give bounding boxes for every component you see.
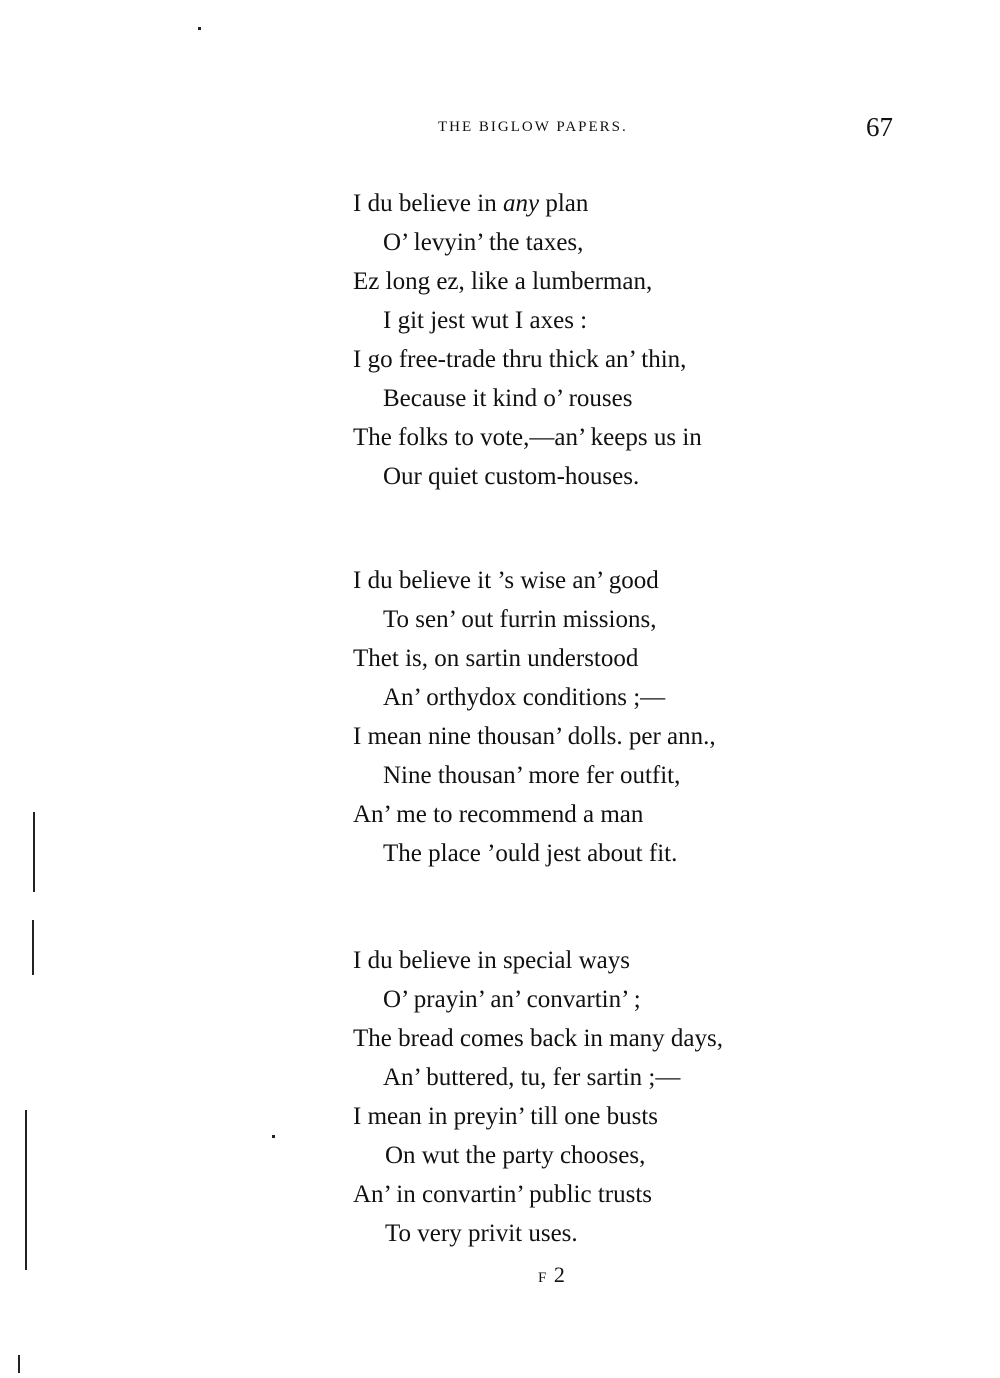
stanza-3 [353, 941, 873, 1253]
verse-line: O’ levyin’ the taxes, [383, 229, 584, 256]
verse-line: I du believe in special ways [353, 947, 630, 974]
verse-line: To sen’ out furrin missions, [383, 606, 657, 633]
signature-letter: F [538, 1270, 548, 1286]
verse-line: The place ’ould jest about fit. [383, 840, 678, 867]
verse-line: I du believe it ’s wise an’ good [353, 567, 659, 594]
verse-line: An’ in convartin’ public trusts [353, 1181, 653, 1208]
verse-line: An’ me to recommend a man [353, 801, 644, 828]
signature-mark [538, 1262, 566, 1288]
verse-line: I mean in preyin’ till one busts [353, 1103, 659, 1130]
running-title: THE BIGLOW PAPERS. [438, 119, 628, 135]
scan-artifact [33, 812, 35, 892]
verse-line: To very privit uses. [385, 1220, 578, 1247]
verse-line: Nine thousan’ more fer outfit, [383, 762, 681, 789]
scan-artifact [18, 1355, 20, 1373]
verse-line: An’ orthydox conditions ;— [383, 684, 666, 711]
verse-line: I mean nine thousan’ dolls. per ann., [353, 723, 716, 750]
verse-line: I git jest wut I axes : [383, 307, 588, 334]
verse-line: On wut the party chooses, [385, 1142, 646, 1169]
page-header [0, 112, 1000, 152]
verse-line: I go free-trade thru thick an’ thin, [353, 346, 687, 373]
verse-line: The folks to vote,—an’ keeps us in [353, 424, 702, 451]
verse-line: O’ prayin’ an’ convartin’ ; [383, 986, 641, 1013]
verse-line: Our quiet custom-houses. [383, 463, 640, 490]
verse-line: Thet is, on sartin understood [353, 645, 639, 672]
scan-artifact [198, 27, 201, 30]
stanza-1 [353, 184, 873, 496]
verse-line: I du believe in any plan [353, 190, 589, 217]
stanza-2 [353, 561, 873, 873]
scan-artifact [272, 1135, 275, 1138]
page-number: 67 [866, 112, 893, 142]
scan-artifact [32, 920, 34, 975]
verse-line: Ez long ez, like a lumberman, [353, 268, 653, 295]
verse-line: An’ buttered, tu, fer sartin ;— [383, 1064, 681, 1091]
verse-line: The bread comes back in many days, [353, 1025, 724, 1052]
verse-line: Because it kind o’ rouses [383, 385, 633, 412]
signature-number: 2 [553, 1262, 566, 1287]
scan-artifact [25, 1110, 27, 1270]
